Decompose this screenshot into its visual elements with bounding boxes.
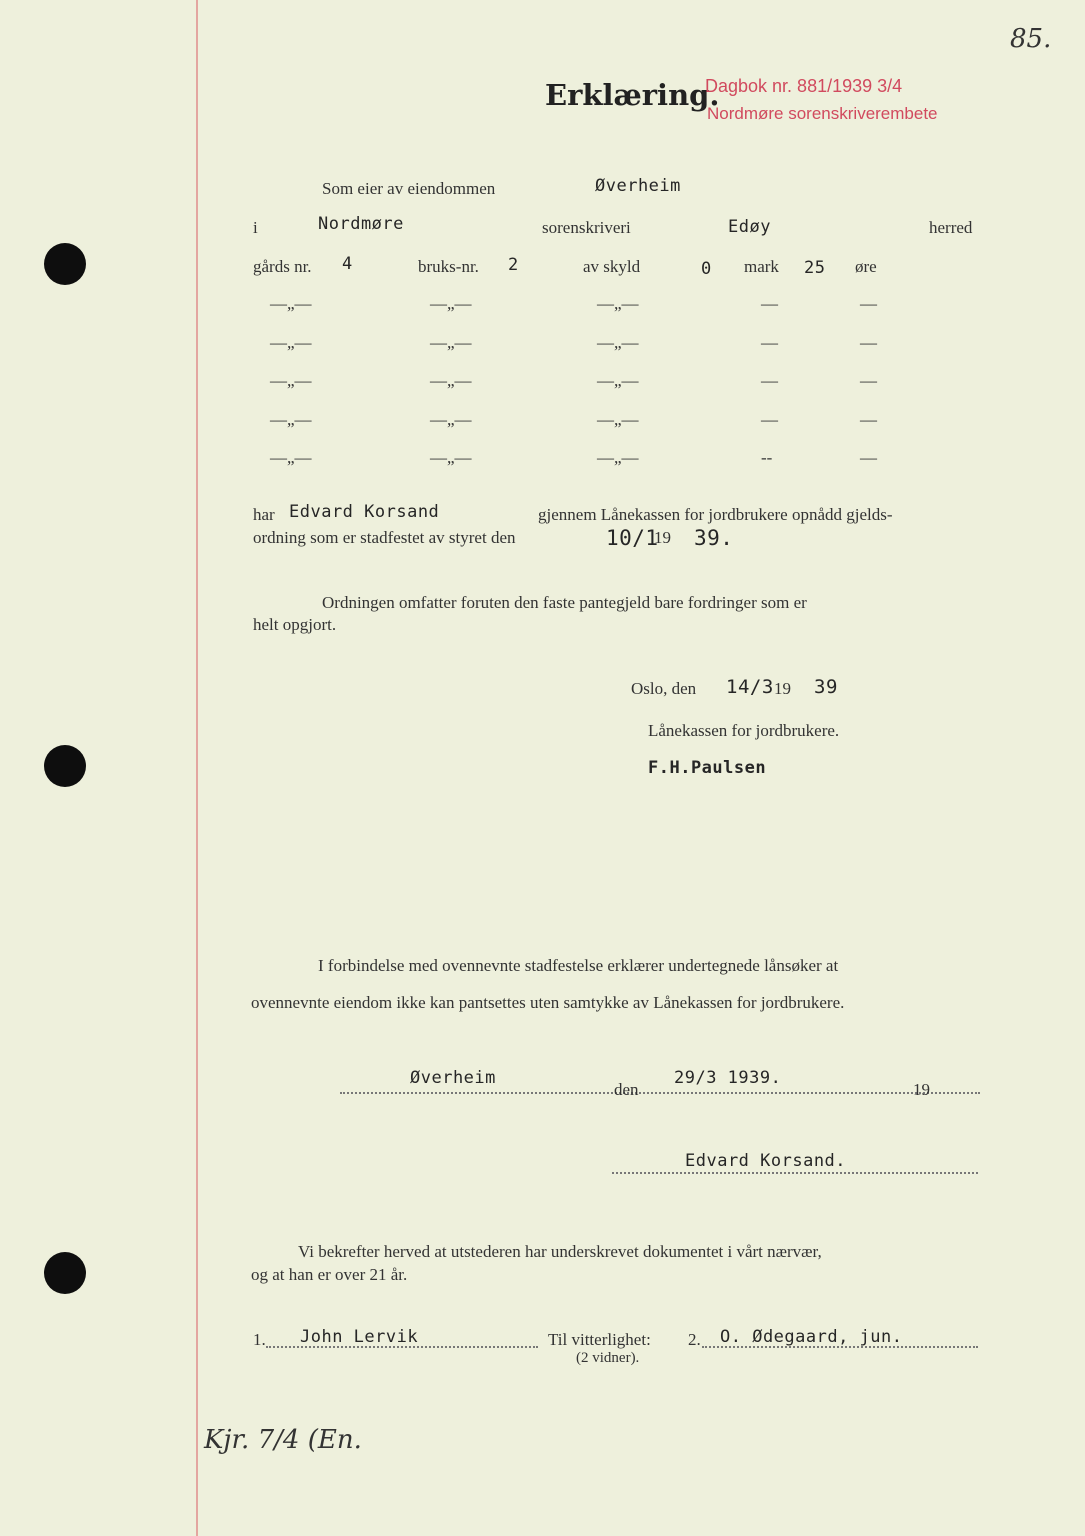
witness2-number: 2.: [688, 1330, 701, 1349]
ditto-mark: —„—: [597, 333, 639, 352]
sign-den-label: den: [614, 1080, 639, 1099]
ditto-mark: —„—: [430, 448, 472, 467]
witness-line1: Vi bekrefter herved at utstederen har underskrevet dokumentet i vårt nærvær,: [298, 1242, 822, 1261]
ditto-mark: —„—: [430, 294, 472, 313]
ditto-mark: —„—: [597, 371, 639, 390]
herred-label: herred: [929, 218, 973, 237]
bruks-value: 2: [508, 255, 519, 275]
punch-hole: [44, 1252, 86, 1294]
punch-hole: [44, 745, 86, 787]
settlement-year: 39.: [694, 526, 734, 550]
i-label: i: [253, 218, 258, 237]
margin-rule: [196, 0, 198, 1536]
municipality-value: Edøy: [728, 217, 771, 237]
bruks-label: bruks-nr.: [418, 257, 479, 276]
dash-mark: —: [860, 371, 877, 390]
district-value: Nordmøre: [318, 214, 404, 234]
sign-place: Øverheim: [410, 1068, 496, 1088]
diary-stamp-number: Dagbok nr. 881/1939 3/4: [705, 76, 903, 96]
owner-label: Som eier av eiendommen: [322, 179, 496, 198]
witness1-number: 1.: [253, 1330, 266, 1349]
witness2-name: O. Ødegaard, jun.: [720, 1327, 903, 1347]
issuer-org: Lånekassen for jordbrukere.: [648, 721, 840, 740]
ditto-mark: —„—: [597, 410, 639, 429]
place-date-dotted-line: [340, 1092, 980, 1094]
ore-label: øre: [855, 257, 877, 276]
applicant-signature-line: [612, 1172, 978, 1174]
dash-mark: —: [860, 448, 877, 467]
document-title: Erklæring.: [545, 78, 720, 112]
mark-label: mark: [744, 257, 779, 276]
sorenskriveri-label: sorenskriveri: [542, 218, 631, 237]
dash-mark: —: [860, 410, 877, 429]
ditto-mark: —„—: [270, 448, 312, 467]
gards-label: gårds nr.: [253, 257, 312, 276]
witness1-name: John Lervik: [300, 1327, 419, 1347]
ditto-mark: —„—: [597, 448, 639, 467]
til-vitterlighet-label: Til vitterlighet:: [548, 1330, 651, 1349]
ditto-mark: —„—: [430, 371, 472, 390]
dash-mark: —: [761, 333, 778, 352]
dash-mark: --: [761, 448, 773, 467]
ditto-mark: —„—: [270, 371, 312, 390]
oslo-date: 14/3: [726, 676, 774, 698]
page-number: 85.: [1010, 24, 1052, 54]
diary-stamp-office: Nordmøre sorenskriverembete: [707, 104, 938, 123]
ordningen-line1: Ordningen omfatter foruten den faste pantegjeld bare fordringer som er: [322, 593, 807, 612]
ditto-mark: —„—: [270, 294, 312, 313]
sign-year-prefix: 19: [913, 1080, 930, 1099]
margin-handwritten-note: Kjr. 7/4 (En.: [204, 1425, 362, 1455]
oslo-year: 39: [814, 676, 838, 698]
har-line2-text: ordning som er stadfestet av styret den: [253, 528, 516, 547]
skyld-label: av skyld: [583, 257, 641, 276]
gards-value: 4: [342, 254, 353, 274]
ordningen-line2: helt opgjort.: [253, 615, 337, 634]
owner-value: Øverheim: [595, 176, 681, 196]
sign-date: 29/3 1939.: [674, 1068, 782, 1088]
oslo-year-prefix: 19: [774, 679, 791, 698]
applicant-signature: Edvard Korsand.: [685, 1151, 847, 1171]
vidner-note: (2 vidner).: [576, 1350, 640, 1366]
har-label: har: [253, 505, 275, 524]
dash-mark: —: [860, 333, 877, 352]
punch-hole: [44, 243, 86, 285]
ditto-mark: —„—: [270, 410, 312, 429]
ore-value: 25: [804, 258, 826, 278]
dash-mark: —: [761, 410, 778, 429]
oslo-date-label: Oslo, den: [631, 679, 697, 698]
ditto-mark: —„—: [270, 333, 312, 352]
dash-mark: —: [860, 294, 877, 313]
har-line1-text: gjennem Lånekassen for jordbrukere opnådd gjelds-: [538, 505, 893, 524]
forbindelse-line2: ovennevnte eiendom ikke kan pantsettes uten samtykke av Lånekassen for jordbrukere.: [251, 993, 845, 1012]
dash-mark: —: [761, 294, 778, 313]
year-prefix: 19: [654, 528, 671, 547]
mark-value: 0: [701, 259, 712, 279]
issuer-signature: F.H.Paulsen: [648, 758, 767, 778]
dash-mark: —: [761, 371, 778, 390]
ditto-mark: —„—: [430, 333, 472, 352]
forbindelse-line1: I forbindelse med ovennevnte stadfestelse erklærer undertegnede lånsøker at: [318, 956, 839, 975]
debtor-name: Edvard Korsand: [289, 502, 440, 522]
ditto-mark: —„—: [597, 294, 639, 313]
ditto-mark: —„—: [430, 410, 472, 429]
witness-line2: og at han er over 21 år.: [251, 1265, 408, 1284]
settlement-date: 10/1: [606, 526, 659, 550]
